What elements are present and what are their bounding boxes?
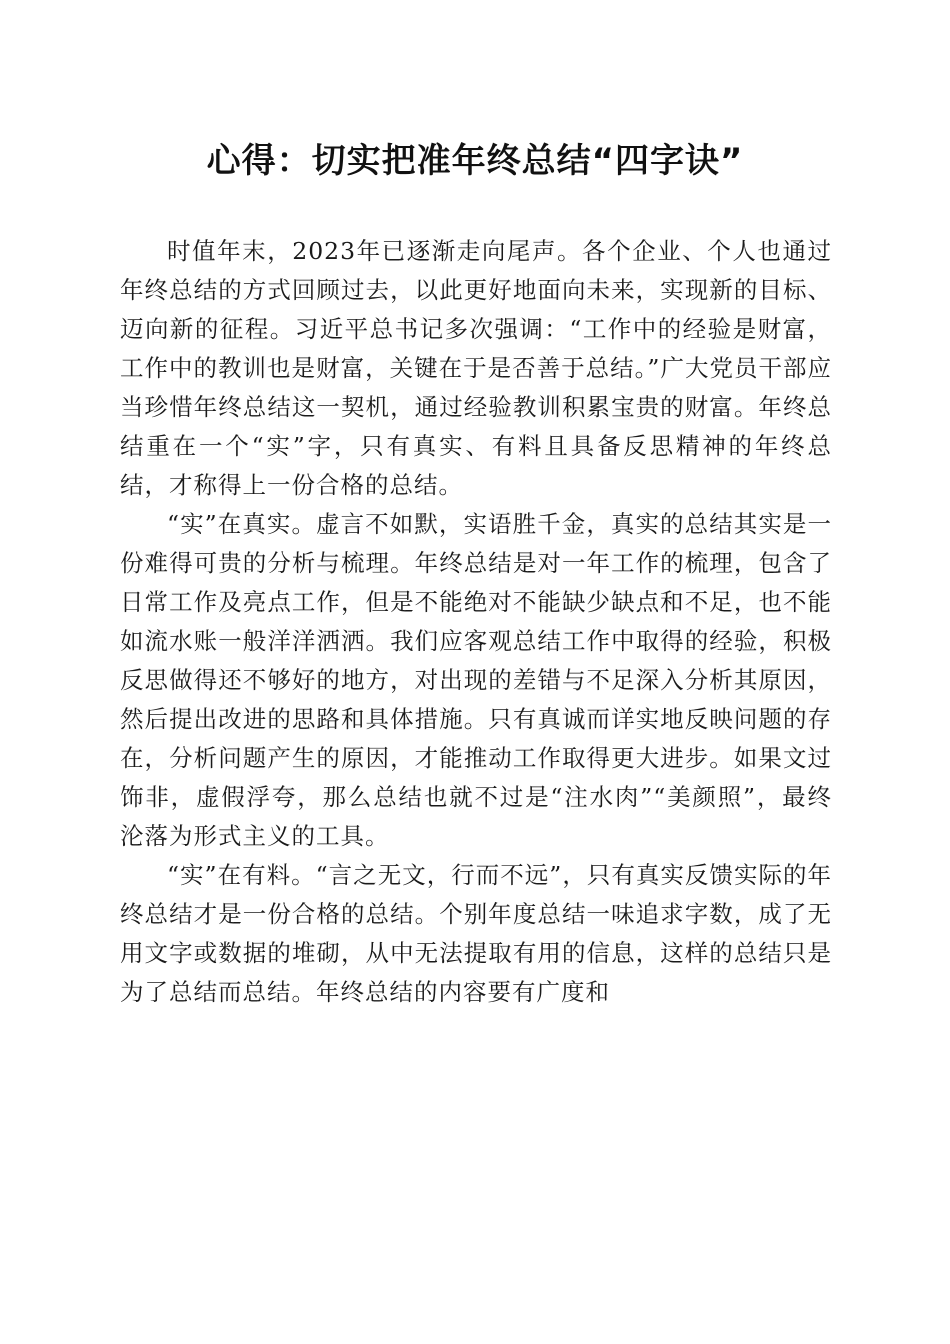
paragraph-truthful: “实”在真实。虚言不如默，实语胜千金，真实的总结其实是一份难得可贵的分析与梳理。年终总结是对一年工作的梳理，包含了日常工作及亮点工作，但是不能绝对不能缺少缺点和不足，也不能如流水账一般洋洋洒洒。我们应客观总结工作中取得的经验，积极反思做得还不够好的地方，对出现的差错与不足深入分析其原因，然后提出改进的思路和具体措施。只有真诚而详实地反映问题的存在，分析问题产生的原因，才能推动工作取得更大进步。如果文过饰非，虚假浮夸，那么总结也就不过是“注水肉”“美颜照”，最终沦落为形式主义的工具。 xyxy=(120,510,832,850)
paragraph-intro: 时值年末，2023年已逐渐走向尾声。各个企业、个人也通过年终总结的方式回顾过去，以此更好地面向未来，实现新的目标、迈向新的征程。习近平总书记多次强调：“工作中的经验是财富，工作中的教训也是财富，关键在于是否善于总结。”广大党员干部应当珍惜年终总结这一契机，通过经验教训积累宝贵的财富。年终总结重在一个“实”字，只有真实、有料且具备反思精神的年终总结，才称得上一份合格的总结。 xyxy=(120,237,832,499)
document-title: 心得：切实把准年终总结“四字诀” xyxy=(206,141,744,181)
paragraph-substantive: “实”在有料。“言之无文，行而不远”，只有真实反馈实际的年终总结才是一份合格的总结。个别年度总结一味追求字数，成了无用文字或数据的堆砌，从中无法提取有用的信息，这样的总结只是为了总结而总结。年终总结的内容要有广度和 xyxy=(120,861,832,1006)
document-body xyxy=(120,232,832,1012)
